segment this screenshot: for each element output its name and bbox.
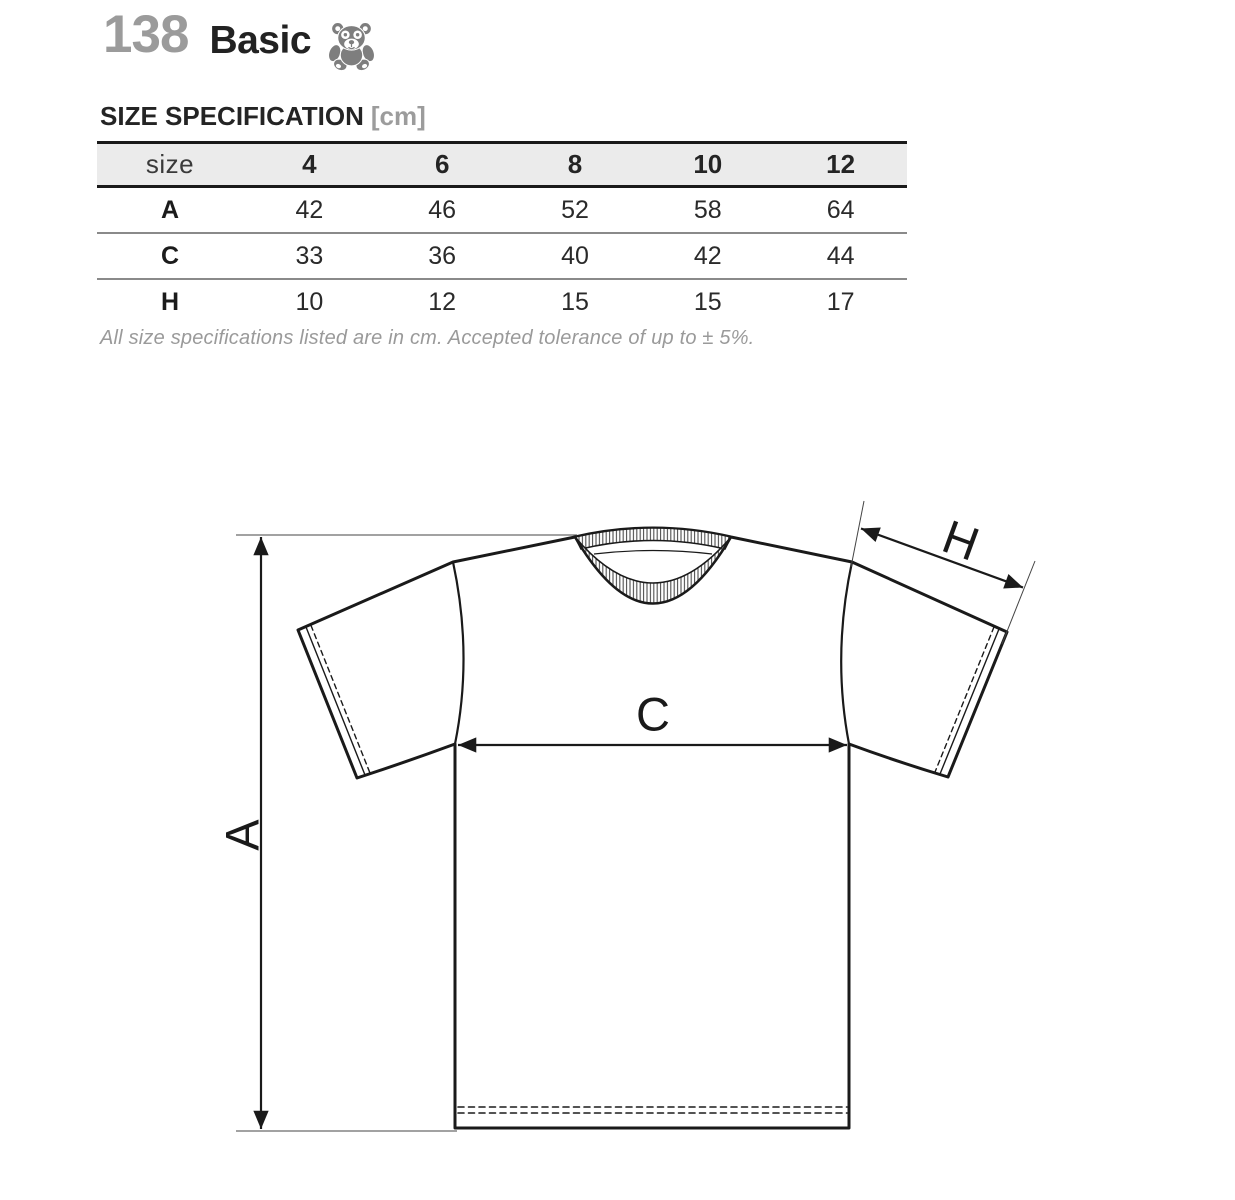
- size-value-cell: 58: [693, 195, 722, 224]
- extension-line-shoulder: [851, 501, 864, 567]
- size-value-cell: 52: [561, 195, 589, 224]
- size-value-cell: 42: [295, 195, 324, 224]
- tolerance-note: All size specifications listed are in cm. Accepted tolerance of up to ± 5%.: [100, 327, 755, 349]
- row-label: C: [97, 233, 243, 279]
- size-value-cell: 64: [826, 195, 855, 224]
- section-unit-label: [cm]: [370, 101, 426, 131]
- dimension-a-label: A: [215, 819, 269, 851]
- size-column-header: 12: [774, 143, 907, 187]
- tshirt-outline: [298, 528, 1007, 1128]
- tshirt-drawing: [298, 528, 1007, 1128]
- section-title-text: SIZE SPECIFICATION: [100, 101, 364, 131]
- size-value-cell: 42: [641, 233, 774, 279]
- dimension-c-label: C: [636, 687, 670, 741]
- product-number: 138: [103, 5, 189, 64]
- dimension-h-label: H: [935, 509, 987, 571]
- size-value-cell: 36: [376, 233, 509, 279]
- row-label: H: [97, 279, 243, 324]
- size-column-header: 4: [243, 143, 376, 187]
- size-value-cell: 12: [376, 279, 509, 324]
- size-column-header: 10: [641, 143, 774, 187]
- size-value-cell: 15: [641, 279, 774, 324]
- size-value-cell: 17: [774, 279, 907, 324]
- extension-line-sleeve-cuff: [1002, 561, 1035, 644]
- size-value-cell: 33: [243, 233, 376, 279]
- product-name: Basic: [209, 19, 312, 62]
- size-corner-label: size: [97, 143, 243, 187]
- size-value-cell: 15: [509, 279, 642, 324]
- size-value-cell: 10: [243, 279, 376, 324]
- size-value-cell: 40: [509, 233, 642, 279]
- size-column-header: 8: [509, 143, 642, 187]
- size-value-cell: 44: [774, 233, 907, 279]
- row-label: A: [160, 195, 180, 224]
- size-value-cell: 46: [428, 195, 457, 224]
- size-column-header: 6: [376, 143, 509, 187]
